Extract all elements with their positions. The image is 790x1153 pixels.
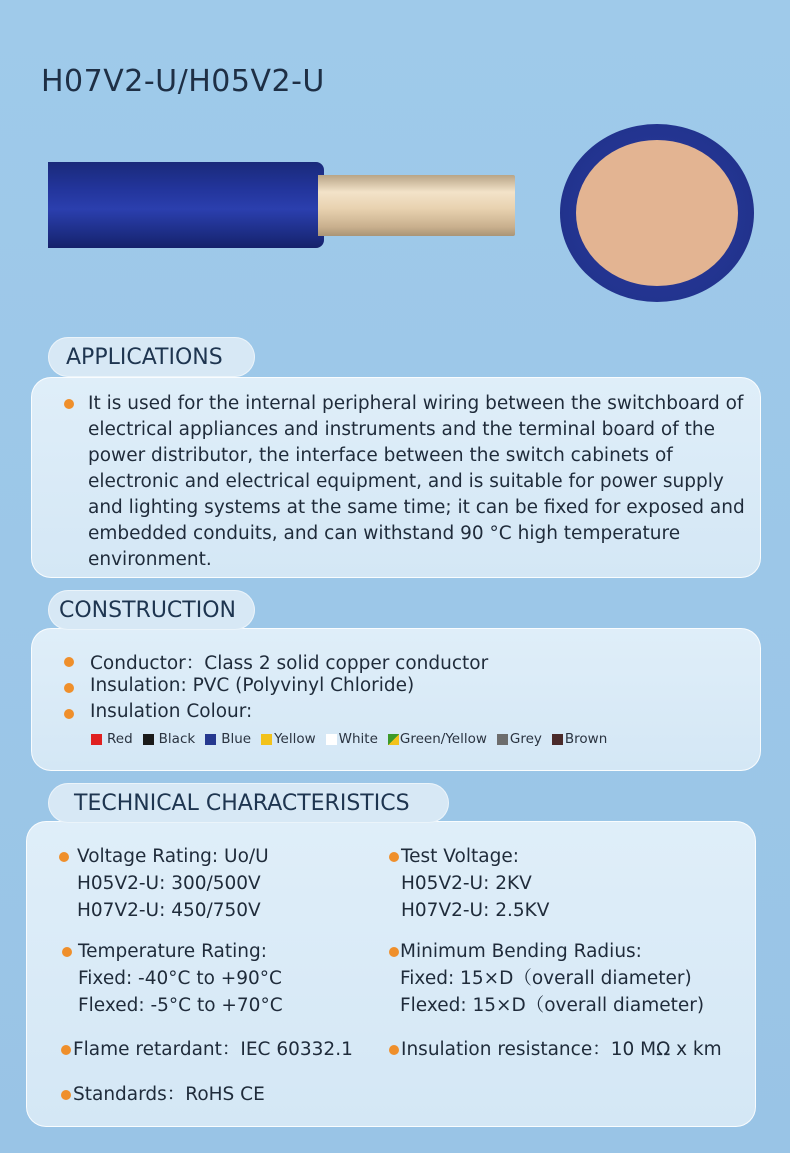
technical-heading: TECHNICAL CHARACTERISTICS: [48, 783, 449, 823]
temperature-line1: Fixed: -40°C to +90°C: [78, 968, 282, 989]
colour-brown: Brown: [552, 731, 607, 747]
flame-retardant: Flame retardant：IEC 60332.1: [73, 1039, 353, 1060]
swatch: [261, 734, 272, 745]
swatch: [91, 734, 102, 745]
colour-white: White: [326, 731, 378, 747]
bullet-dot: [64, 683, 74, 693]
voltage-line1: H05V2-U: 300/500V: [77, 873, 261, 894]
bullet-dot: [389, 852, 399, 862]
standards: Standards：RoHS CE: [73, 1084, 265, 1105]
bullet-dot: [64, 709, 74, 719]
voltage-rating: [77, 843, 269, 924]
test-title: Test Voltage:: [401, 846, 519, 867]
colour-grey: Grey: [497, 731, 542, 747]
bullet-dot: [59, 852, 69, 862]
temperature-line2: Flexed: -5°C to +70°C: [78, 995, 283, 1016]
construction-heading: CONSTRUCTION: [48, 590, 255, 630]
cable-side-illustration: [48, 162, 518, 248]
voltage-line2: H07V2-U: 450/750V: [77, 900, 261, 921]
swatch: [326, 734, 337, 745]
cable-insulation: [48, 162, 324, 248]
copper-conductor: [318, 175, 515, 236]
voltage-title: Voltage Rating: Uo/U: [77, 846, 269, 867]
bending-line2: Flexed: 15×D（overall diameter): [400, 995, 705, 1016]
temperature-title: Temperature Rating:: [78, 941, 267, 962]
colour-black: Black: [143, 731, 196, 747]
cross-section-copper: [576, 140, 738, 286]
insulation-colour-item: Insulation Colour:: [90, 701, 253, 722]
bending-line1: Fixed: 15×D（overall diameter): [400, 968, 692, 989]
swatch: [552, 734, 563, 745]
bullet-dot: [64, 657, 74, 667]
page-title: H07V2-U/H05V2-U: [41, 64, 325, 99]
swatch: [497, 734, 508, 745]
swatch: [143, 734, 154, 745]
test-line2: H07V2-U: 2.5KV: [401, 900, 550, 921]
swatch: [388, 734, 399, 745]
bending-title: Minimum Bending Radius:: [400, 941, 642, 962]
colour-red: Red: [91, 731, 133, 747]
colour-yellow: Yellow: [261, 731, 316, 747]
insulation-resistance: Insulation resistance：10 MΩ x km: [401, 1039, 722, 1060]
temperature-rating: [78, 938, 283, 1019]
bullet-dot: [64, 399, 74, 409]
applications-text: It is used for the internal peripheral wiring between the switchboard of electrical appliances and instruments and the terminal board of the power distributor, the interface between the switch cabinets of electronic and electrical equipment, and is suitable for power supply and lighting systems at the same time; it can be fixed for exposed and embedded conduits, and can withstand 90 °C high temperature environment.: [88, 393, 745, 570]
colour-swatches: [91, 731, 617, 747]
colour-green-yellow: Green/Yellow: [388, 731, 487, 747]
bullet-dot: [389, 1045, 399, 1055]
conductor-item: Conductor：Class 2 solid copper conductor: [90, 653, 489, 674]
swatch: [205, 734, 216, 745]
insulation-item: Insulation: PVC (Polyvinyl Chloride): [90, 675, 415, 696]
bullet-dot: [62, 947, 72, 957]
bullet-dot: [61, 1045, 71, 1055]
applications-heading: APPLICATIONS: [48, 337, 255, 377]
bullet-dot: [61, 1090, 71, 1100]
cable-cross-section: [560, 124, 754, 302]
test-line1: H05V2-U: 2KV: [401, 873, 532, 894]
bending-radius: [400, 938, 704, 1019]
test-voltage: [401, 843, 549, 924]
colour-blue: Blue: [205, 731, 251, 747]
bullet-dot: [389, 947, 399, 957]
